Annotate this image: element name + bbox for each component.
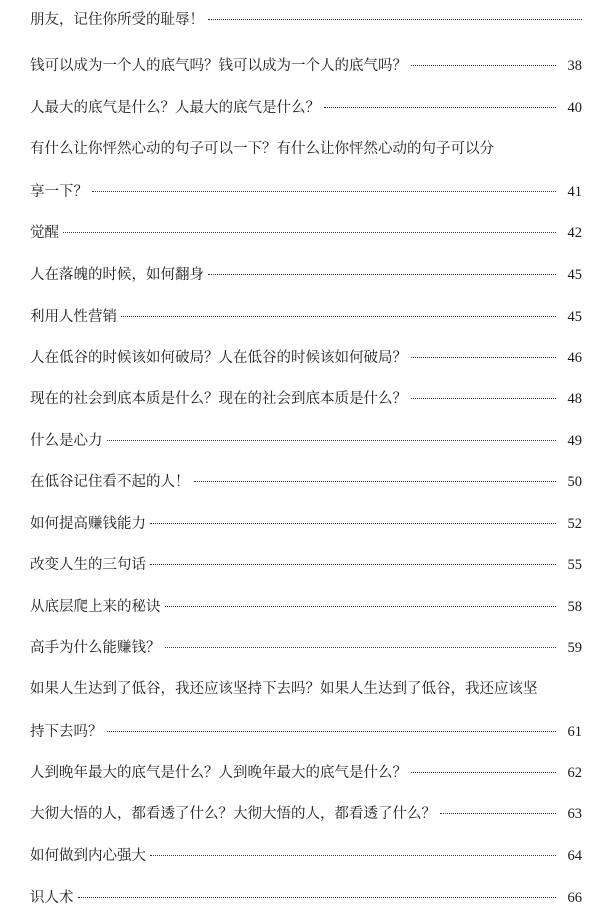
toc-entry-title: 有什么让你怦然心动的句子可以一下？有什么让你怦然心动的句子可以分: [30, 141, 494, 157]
dot-leader: [107, 440, 557, 441]
dot-leader: [165, 647, 557, 648]
toc-entry-page: 46: [567, 350, 582, 366]
toc-entry[interactable]: [30, 305, 582, 329]
toc-entry-page: 45: [567, 267, 582, 283]
toc-entry-title: 从底层爬上来的秘诀: [30, 599, 161, 615]
dot-leader: [194, 481, 557, 482]
dot-leader: [107, 731, 557, 732]
toc-entry-page: 41: [567, 184, 582, 200]
toc-entry-page: 50: [567, 474, 582, 490]
toc-entry[interactable]: [30, 595, 582, 619]
toc-entry-title: 人在低谷的时候该如何破局？人在低谷的时候该如何破局？: [30, 350, 407, 366]
toc-entry-title: 人在落魄的时候，如何翻身: [30, 267, 204, 283]
toc-entry-title: 什么是心力: [30, 433, 103, 449]
toc-entry-continuation[interactable]: [30, 720, 582, 744]
toc-entry-first-line[interactable]: [30, 137, 582, 161]
toc-entry[interactable]: [30, 387, 582, 411]
toc-entry[interactable]: [30, 54, 582, 78]
toc-entry[interactable]: [30, 512, 582, 536]
toc-entry[interactable]: [30, 802, 582, 826]
toc-entry-first-line[interactable]: [30, 677, 582, 701]
toc-entry-page: 58: [567, 599, 582, 615]
toc-entry-title-continued: 持下去吗？: [30, 724, 103, 740]
toc-entry[interactable]: [30, 429, 582, 453]
dot-leader: [165, 606, 557, 607]
toc-entry-title: 觉醒: [30, 225, 59, 241]
toc-entry-continuation[interactable]: [30, 180, 582, 204]
toc-entry-title: 利用人性营销: [30, 309, 117, 325]
dot-leader: [150, 855, 556, 856]
toc-entry-title: 钱可以成为一个人的底气吗？钱可以成为一个人的底气吗？: [30, 58, 407, 74]
toc-entry[interactable]: [30, 636, 582, 660]
toc-entry[interactable]: [30, 8, 582, 32]
toc-entry-page: 42: [567, 225, 582, 241]
toc-entry-page: 66: [567, 890, 582, 906]
toc-entry[interactable]: [30, 761, 582, 785]
toc-entry-title: 如果人生达到了低谷，我还应该坚持下去吗？如果人生达到了低谷，我还应该坚: [30, 681, 538, 697]
toc-entry-page: 49: [567, 433, 582, 449]
toc-entry[interactable]: [30, 470, 582, 494]
toc-entry-page: 38: [567, 58, 582, 74]
toc-entry-page: 62: [567, 765, 582, 781]
dot-leader: [411, 398, 556, 399]
toc-entry-title: 在低谷记住看不起的人！: [30, 474, 190, 490]
toc-entry-title-continued: 享一下？: [30, 184, 88, 200]
toc-entry-title: 高手为什么能赚钱？: [30, 640, 161, 656]
toc-entry[interactable]: [30, 844, 582, 868]
toc-entry[interactable]: [30, 96, 582, 120]
toc-entry[interactable]: [30, 346, 582, 370]
dot-leader: [150, 564, 556, 565]
toc-entry-title: 如何做到内心强大: [30, 848, 146, 864]
toc-entry-title: 如何提高赚钱能力: [30, 516, 146, 532]
dot-leader: [440, 813, 556, 814]
toc-entry-title: 现在的社会到底本质是什么？现在的社会到底本质是什么？: [30, 391, 407, 407]
toc-entry-page: 55: [567, 557, 582, 573]
toc-entry-title: 人到晚年最大的底气是什么？人到晚年最大的底气是什么？: [30, 765, 407, 781]
toc-entry-page: 52: [567, 516, 582, 532]
toc-entry[interactable]: [30, 553, 582, 577]
toc-entry-page: 63: [567, 806, 582, 822]
toc-entry[interactable]: [30, 886, 582, 910]
dot-leader: [121, 316, 556, 317]
dot-leader: [208, 274, 556, 275]
dot-leader: [411, 357, 556, 358]
toc-entry-page: 48: [567, 391, 582, 407]
dot-leader: [411, 65, 556, 66]
dot-leader: [150, 523, 556, 524]
toc-entry-title: 人最大的底气是什么？人最大的底气是什么？: [30, 100, 320, 116]
toc-entry-title: 大彻大悟的人，都看透了什么？大彻大悟的人，都看透了什么？: [30, 806, 436, 822]
dot-leader: [92, 191, 556, 192]
dot-leader: [63, 232, 556, 233]
toc-entry[interactable]: [30, 221, 582, 245]
toc-entry-title: 改变人生的三句话: [30, 557, 146, 573]
toc-entry-page: 45: [567, 309, 582, 325]
dot-leader: [324, 107, 556, 108]
dot-leader: [78, 897, 557, 898]
toc-entry-page: 61: [567, 724, 582, 740]
toc-entry-page: 59: [567, 640, 582, 656]
dot-leader: [411, 772, 556, 773]
toc-entry-title: 识人术: [30, 890, 74, 906]
toc-entry[interactable]: [30, 263, 582, 287]
toc-entry-page: 40: [567, 100, 582, 116]
dot-leader: [208, 19, 582, 20]
toc-entry-page: 64: [567, 848, 582, 864]
toc-entry-title: 朋友，记住你所受的耻辱！: [30, 12, 204, 28]
